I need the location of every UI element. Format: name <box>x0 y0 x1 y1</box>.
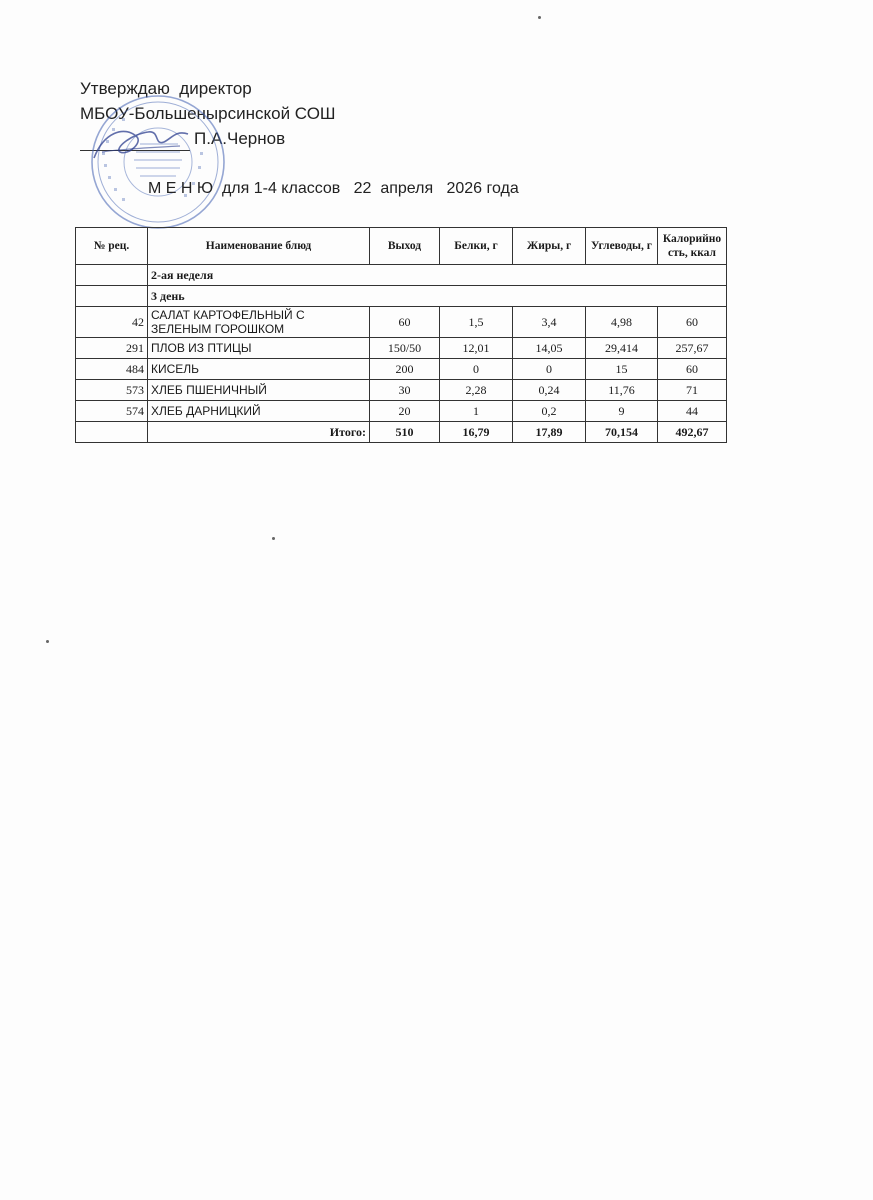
total-fat: 17,89 <box>513 422 586 443</box>
table-row <box>76 359 727 380</box>
calories-value: 257,67 <box>658 338 727 359</box>
output-value: 150/50 <box>370 338 440 359</box>
signature-row <box>80 126 336 151</box>
rec-number: 42 <box>76 307 148 338</box>
header-calories: Калорийность, ккал <box>658 228 727 265</box>
header-protein: Белки, г <box>440 228 513 265</box>
rec-number: 573 <box>76 380 148 401</box>
scan-speck <box>538 16 541 19</box>
approval-line: Утверждаю директор <box>80 79 252 98</box>
week-label: 2-ая неделя <box>148 265 727 286</box>
carbs-value: 9 <box>586 401 658 422</box>
week-row <box>76 265 727 286</box>
header-rec: № рец. <box>76 228 148 265</box>
calories-value: 71 <box>658 380 727 401</box>
menu-title: М Е Н Ю для 1-4 классов 22 апреля 2026 года <box>148 180 519 197</box>
output-value: 60 <box>370 307 440 338</box>
total-calories: 492,67 <box>658 422 727 443</box>
rec-number: 574 <box>76 401 148 422</box>
table-row <box>76 338 727 359</box>
total-carbs: 70,154 <box>586 422 658 443</box>
rec-number: 484 <box>76 359 148 380</box>
dish-name: ХЛЕБ ДАРНИЦКИЙ <box>148 401 370 422</box>
fat-value: 14,05 <box>513 338 586 359</box>
carbs-value: 15 <box>586 359 658 380</box>
table-header-row <box>76 228 727 265</box>
carbs-value: 11,76 <box>586 380 658 401</box>
scan-speck <box>272 537 275 540</box>
approval-block <box>80 76 336 151</box>
total-blank <box>76 422 148 443</box>
carbs-value: 4,98 <box>586 307 658 338</box>
table-row <box>76 380 727 401</box>
day-row-blank <box>76 286 148 307</box>
protein-value: 12,01 <box>440 338 513 359</box>
school-name: МБОУ-Большенырсинской СОШ <box>80 104 336 123</box>
signature-line <box>80 132 190 151</box>
output-value: 200 <box>370 359 440 380</box>
header-output: Выход <box>370 228 440 265</box>
carbs-value: 29,414 <box>586 338 658 359</box>
signer-name: П.А.Чернов <box>194 129 286 148</box>
protein-value: 1 <box>440 401 513 422</box>
table-row <box>76 307 727 338</box>
scan-speck <box>46 640 49 643</box>
table-row <box>76 401 727 422</box>
total-row <box>76 422 727 443</box>
output-value: 20 <box>370 401 440 422</box>
menu-table <box>75 227 727 443</box>
dish-name: ХЛЕБ ПШЕНИЧНЫЙ <box>148 380 370 401</box>
header-carbs: Углеводы, г <box>586 228 658 265</box>
protein-value: 2,28 <box>440 380 513 401</box>
day-row <box>76 286 727 307</box>
protein-value: 0 <box>440 359 513 380</box>
calories-value: 60 <box>658 307 727 338</box>
total-label: Итого: <box>148 422 370 443</box>
dish-name: ПЛОВ ИЗ ПТИЦЫ <box>148 338 370 359</box>
rec-number: 291 <box>76 338 148 359</box>
header-name: Наименование блюд <box>148 228 370 265</box>
week-row-blank <box>76 265 148 286</box>
fat-value: 0 <box>513 359 586 380</box>
calories-value: 60 <box>658 359 727 380</box>
total-output: 510 <box>370 422 440 443</box>
day-label: 3 день <box>148 286 727 307</box>
output-value: 30 <box>370 380 440 401</box>
total-protein: 16,79 <box>440 422 513 443</box>
protein-value: 1,5 <box>440 307 513 338</box>
fat-value: 0,24 <box>513 380 586 401</box>
calories-value: 44 <box>658 401 727 422</box>
fat-value: 0,2 <box>513 401 586 422</box>
dish-name: САЛАТ КАРТОФЕЛЬНЫЙ С ЗЕЛЕНЫМ ГОРОШКОМ <box>148 307 370 338</box>
header-fat: Жиры, г <box>513 228 586 265</box>
dish-name: КИСЕЛЬ <box>148 359 370 380</box>
fat-value: 3,4 <box>513 307 586 338</box>
